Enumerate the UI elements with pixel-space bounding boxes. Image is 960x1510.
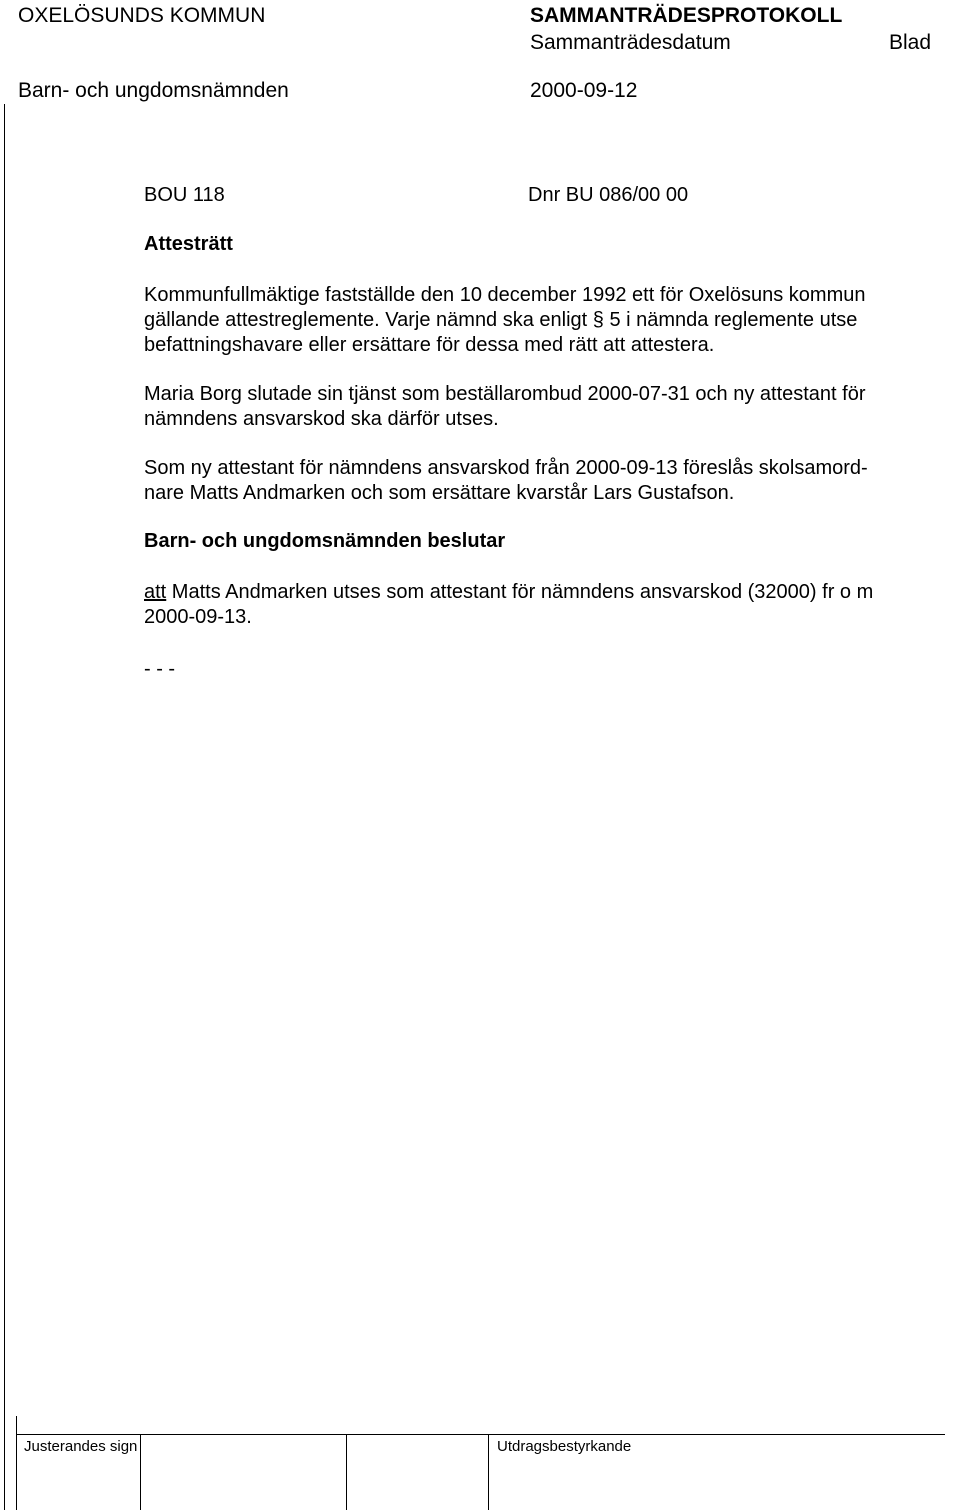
footer-top-rule <box>16 1434 945 1435</box>
paragraph-line: Kommunfullmäktige fastställde den 10 december 1992 ett för Oxelösuns kommun <box>144 284 866 306</box>
case-number: BOU 118 <box>144 184 225 206</box>
case-dnr: Dnr BU 086/00 00 <box>528 184 689 206</box>
decision-line <box>144 580 934 605</box>
footer-left-rule <box>16 1416 17 1510</box>
committee-name: Barn- och ungdomsnämnden <box>18 79 289 102</box>
left-margin-rule <box>4 104 5 1510</box>
paragraph-line: befattningshavare eller ersättare för dessa med rätt att attestera. <box>144 334 715 356</box>
paragraph-proposal <box>144 456 934 506</box>
decision-line: 2000-09-13. <box>144 606 252 628</box>
paragraph-line: Maria Borg slutade sin tjänst som beställarombud 2000-07-31 och ny attestant för <box>144 383 866 405</box>
paragraph-line: nämndens ansvarskod ska därför utses. <box>144 408 499 430</box>
paragraph-line: nare Matts Andmarken och som ersättare kvarstår Lars Gustafson. <box>144 482 735 504</box>
paragraph-line: gällande attestreglemente. Varje nämnd ska enligt § 5 i nämnda reglemente utse <box>144 309 858 331</box>
municipality-name: OXELÖSUNDS KOMMUN <box>18 4 266 27</box>
signature-label: Justerandes sign <box>24 1438 138 1455</box>
att-keyword: att <box>144 581 167 603</box>
meeting-date: 2000-09-12 <box>530 79 638 102</box>
footer-divider-2 <box>346 1434 347 1510</box>
paragraph-resignation <box>144 382 934 432</box>
footer-divider-1 <box>140 1434 141 1510</box>
decision-text <box>144 580 934 630</box>
page-label: Blad <box>889 31 932 54</box>
paragraph-line: Som ny attestant för nämndens ansvarskod från 2000-09-13 föreslås skolsamord- <box>144 457 868 479</box>
end-marker: - - - <box>144 658 176 680</box>
case-title: Attesträtt <box>144 233 233 255</box>
paragraph-regulation <box>144 283 934 358</box>
extract-certification-label: Utdragsbestyrkande <box>497 1438 632 1455</box>
footer-divider-3 <box>488 1434 489 1510</box>
decision-heading: Barn- och ungdomsnämnden beslutar <box>144 530 506 552</box>
meeting-date-label: Sammanträdesdatum <box>530 31 731 54</box>
document-type: SAMMANTRÄDESPROTOKOLL <box>530 4 843 27</box>
decision-line-rest: Matts Andmarken utses som attestant för nämndens ansvarskod (32000) fr o m <box>166 581 874 603</box>
